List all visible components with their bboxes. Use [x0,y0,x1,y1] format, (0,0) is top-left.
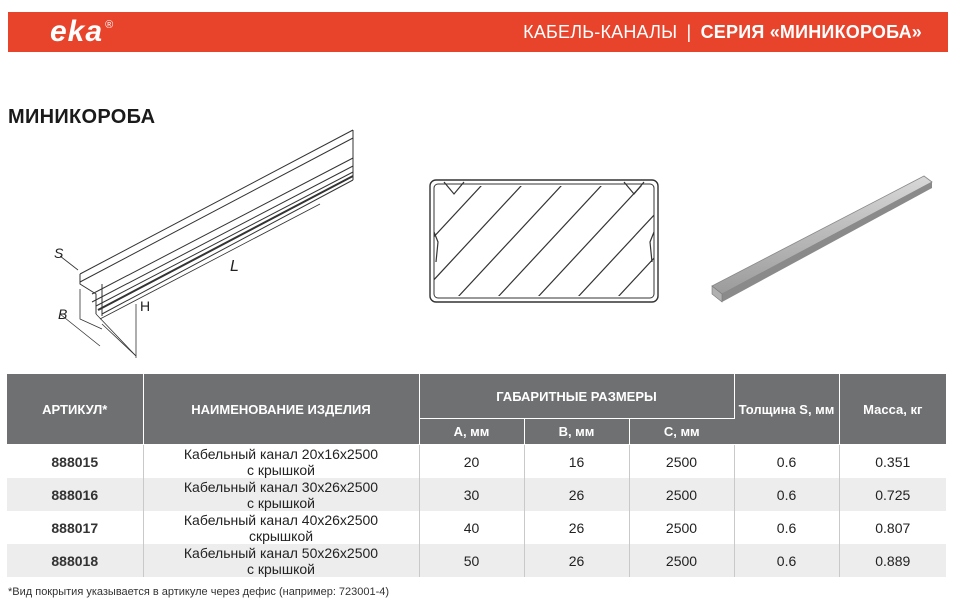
table-row [7,511,946,544]
label-l: L [230,258,239,275]
name-line2: скрышкой [248,527,314,544]
cell-thickness: 0.6 [734,445,839,479]
cell-a: 20 [419,445,524,479]
footnote: *Вид покрытия указывается в артикуле через дефис (например: 723001-4) [8,586,390,598]
logo-text: eka [50,15,104,48]
name-line1: Кабельный канал 50х26х2500 [183,544,379,561]
cell-thickness: 0.6 [734,544,839,577]
cross-section-drawing [424,172,664,307]
header-article: АРТИКУЛ* [7,374,143,445]
cell-name [143,544,419,577]
banner-title [523,22,922,43]
header-mass: Масса, кг [839,374,946,445]
spec-table [7,374,946,577]
cell-a: 40 [419,511,524,544]
cell-article: 888018 [7,544,143,577]
label-s: S [54,245,64,261]
cell-b: 16 [524,445,629,479]
header-c: C, мм [629,419,734,445]
cell-name [143,445,419,479]
table-row [7,544,946,577]
label-b: B [58,306,68,322]
cell-a: 30 [419,478,524,511]
title-separator: | [686,21,692,42]
cell-c: 2500 [629,478,734,511]
cell-article: 888015 [7,445,143,479]
section-title: МИНИКОРОБА [8,106,156,128]
cell-name [143,511,419,544]
table-row [7,478,946,511]
cell-mass: 0.889 [839,544,946,577]
name-line2: с крышкой [247,560,315,577]
dimension-drawing [40,124,370,364]
product-image [700,170,940,310]
name-line1: Кабельный канал 20х16х2500 [183,445,379,462]
header-banner [8,12,948,52]
header-thickness: Толщина S, мм [734,374,839,445]
cell-mass: 0.807 [875,519,911,536]
cell-c: 2500 [629,544,734,577]
name-line2: с крышкой [247,494,315,511]
cell-b: 26 [524,544,629,577]
series-label: СЕРИЯ «МИНИКОРОБА» [700,21,922,42]
header-a: A, мм [419,419,524,445]
cell-c: 2500 [629,511,734,544]
registered-mark: ® [105,19,114,31]
cell-thickness: 0.6 [734,511,839,544]
name-line2: с крышкой [247,461,315,478]
table-row [7,445,946,479]
header-dimensions: ГАБАРИТНЫЕ РАЗМЕРЫ [419,374,734,419]
cell-thickness: 0.6 [734,478,839,511]
label-h: H [140,298,151,314]
cell-name [143,478,419,511]
name-line1: Кабельный канал 40х26х2500 [183,511,379,528]
name-line1: Кабельный канал 30х26х2500 [183,478,379,495]
cell-article: 888016 [7,478,143,511]
cell-article: 888017 [7,511,143,544]
header-name: НАИМЕНОВАНИЕ ИЗДЕЛИЯ [143,374,419,445]
header-b: B, мм [524,419,629,445]
cell-b: 26 [524,478,629,511]
cell-c: 2500 [629,445,734,479]
cell-mass: 0.725 [839,478,946,511]
cell-mass: 0.351 [875,453,911,470]
eka-logo [50,17,113,47]
cell-a: 50 [419,544,524,577]
category-label: КАБЕЛЬ-КАНАЛЫ [523,21,678,42]
cell-b: 26 [524,511,629,544]
